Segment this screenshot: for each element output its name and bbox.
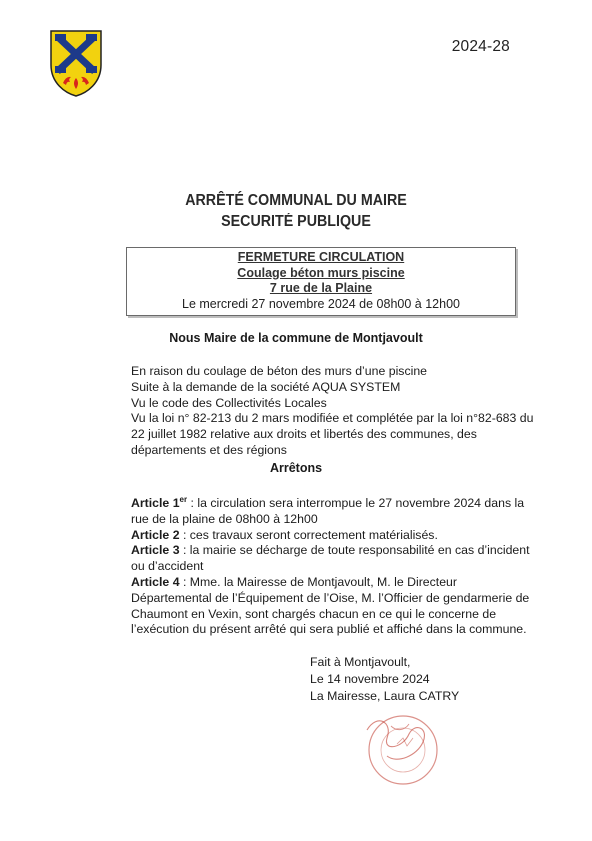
notice-address: 7 rue de la Plaine xyxy=(269,281,373,295)
article-2-label: Article 2 xyxy=(131,527,180,542)
notice-work: Coulage béton murs piscine xyxy=(237,265,405,280)
article-2 xyxy=(131,528,511,544)
article-4 xyxy=(131,575,511,591)
article-3-text: : la mairie se décharge de toute responsabilité en cas d’incident xyxy=(179,543,530,558)
article-1 xyxy=(131,492,525,512)
consideration-line: Suite à la demande de la société AQUA SYSTEM xyxy=(131,379,401,394)
article-4-cont: Chaumont en Vexin, sont chargés chacun en ce qui le concerne de xyxy=(131,606,497,621)
article-4-cont: l’exécution du présent arrêté qui sera publié et affiché dans la commune. xyxy=(131,622,527,637)
notice-datetime: Le mercredi 27 novembre 2024 de 08h00 à 12h00 xyxy=(182,296,460,311)
article-2-text: : ces travaux seront correctement matérialisés. xyxy=(179,527,438,542)
article-3 xyxy=(131,543,530,559)
article-4-label: Article 4 xyxy=(131,575,180,590)
signature-block xyxy=(310,654,459,705)
decree-reference-number: 2024-28 xyxy=(451,38,510,55)
notice-box xyxy=(126,247,516,316)
article-1-cont: rue de la plaine de 08h00 à 12h00 xyxy=(131,511,318,526)
consideration-line: Vu le code des Collectivités Locales xyxy=(131,395,327,410)
article-3-label: Article 3 xyxy=(131,543,180,558)
article-1-sup: er xyxy=(179,495,188,504)
consideration-line: 22 juillet 1982 relative aux droits et libertés des communes, des xyxy=(131,427,477,442)
consideration-line: En raison du coulage de béton des murs d’une piscine xyxy=(131,364,428,378)
article-4-text: : Mme. la Mairesse de Montjavoult, M. le Directeur xyxy=(179,575,457,590)
notice-heading: FERMETURE CIRCULATION xyxy=(237,250,405,264)
signatory-name: La Mairesse, Laura CATRY xyxy=(310,689,460,703)
articles-block xyxy=(131,492,530,638)
official-stamp-icon xyxy=(357,708,445,788)
considerations-block xyxy=(131,364,534,459)
signature-date: Le 14 novembre 2024 xyxy=(310,672,430,686)
document-title: ARRÊTÉ COMMUNAL DU MAIRE xyxy=(185,192,407,209)
coat-of-arms-icon xyxy=(49,29,103,97)
document-subtitle: SECURITÉ PUBLIQUE xyxy=(221,213,371,230)
consideration-line: Vu la loi n° 82-213 du 2 mars modifiée et complétée par la loi n°82-683 du xyxy=(131,411,534,426)
intro-line: Nous Maire de la commune de Montjavoult xyxy=(169,331,423,345)
arretons-heading: Arrêtons xyxy=(269,461,323,475)
article-1-label: Article 1 xyxy=(131,496,180,511)
signature-place: Fait à Montjavoult, xyxy=(310,655,411,669)
article-1-text: : la circulation sera interrompue le 27 novembre 2024 dans la xyxy=(187,496,525,511)
article-4-cont: Départemental de l’Équipement de l’Oise, M. l’Officier de gendarmerie de xyxy=(131,590,530,605)
consideration-line: départements et des régions xyxy=(131,442,287,457)
article-3-cont: ou d’accident xyxy=(131,559,204,574)
